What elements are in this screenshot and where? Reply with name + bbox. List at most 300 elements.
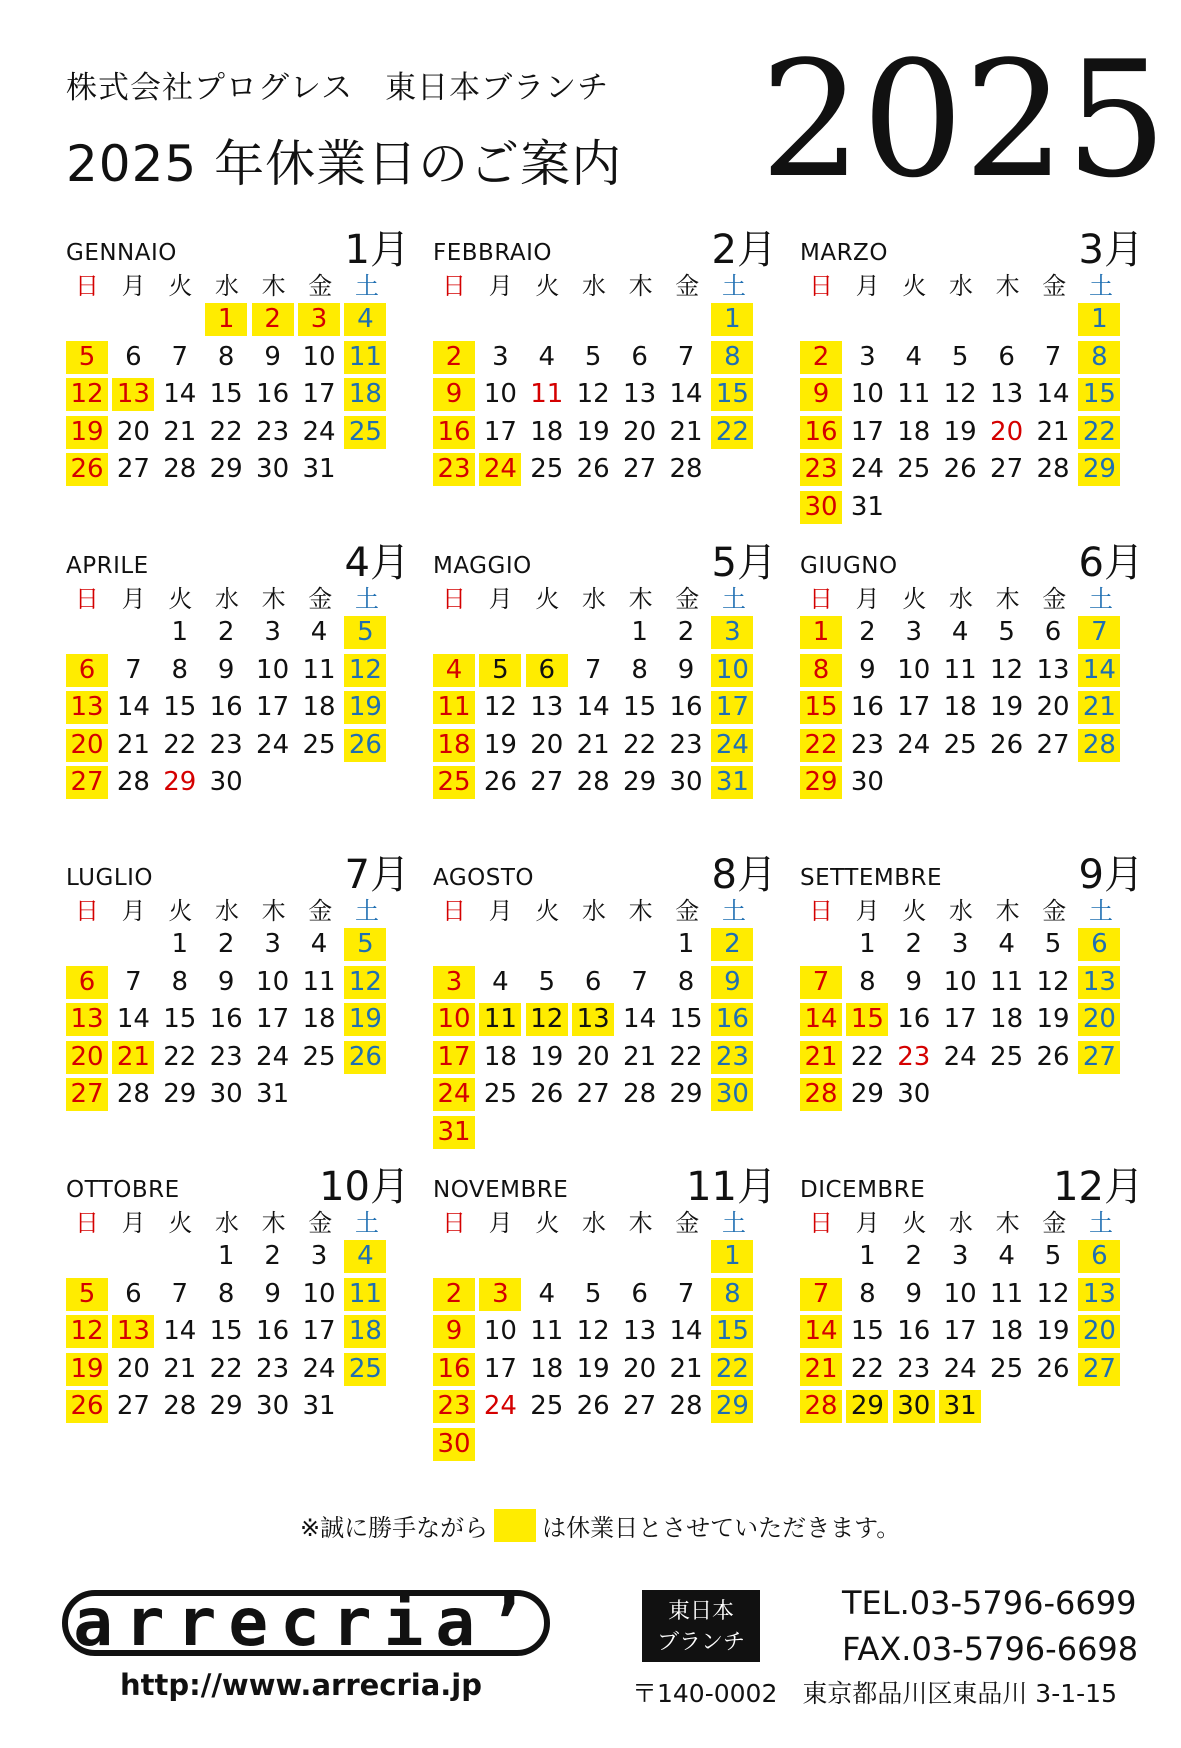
telephone: TEL.03-5796-6699 xyxy=(842,1584,1137,1622)
day-cell: 31 xyxy=(939,1390,981,1423)
day-cell: 25 xyxy=(897,454,931,484)
day-cell: 29 xyxy=(163,767,197,797)
month-name-italian: LUGLIO xyxy=(66,865,154,891)
day-cell: 28 xyxy=(669,1391,703,1421)
day-cell: 18 xyxy=(483,1041,517,1072)
day-cell: 2 xyxy=(677,617,695,647)
weekday-label: 木 xyxy=(995,1209,1020,1237)
day-cell: 15 xyxy=(209,1316,243,1346)
day-cell: 25 xyxy=(302,729,336,760)
day-cell: 27 xyxy=(1036,729,1070,760)
day-cell: 6 xyxy=(1044,617,1062,647)
weekday-label: 月 xyxy=(855,272,880,300)
day-cell: 12 xyxy=(344,654,386,687)
day-cell: 4 xyxy=(905,341,923,372)
day-cell: 26 xyxy=(1036,1353,1070,1384)
month-name-japanese: 3月 xyxy=(1078,227,1144,273)
day-cell: 6 xyxy=(631,341,648,372)
day-cell: 20 xyxy=(1078,1003,1120,1036)
day-cell: 3 xyxy=(951,1241,969,1271)
weekday-label: 日 xyxy=(809,897,833,925)
day-cell: 20 xyxy=(1036,692,1070,722)
day-cell: 2 xyxy=(433,1278,475,1311)
day-cell: 17 xyxy=(256,1004,290,1034)
day-cell: 11 xyxy=(302,966,336,997)
weekday-label: 木 xyxy=(995,897,1020,925)
day-cell: 15 xyxy=(163,1004,197,1034)
day-cell: 7 xyxy=(171,1278,189,1309)
day-cell: 24 xyxy=(711,729,753,762)
day-cell: 16 xyxy=(256,1316,290,1346)
day-cell: 7 xyxy=(677,341,695,372)
day-cell: 11 xyxy=(479,1003,521,1036)
day-cell: 5 xyxy=(344,928,386,961)
weekday-label: 土 xyxy=(1088,1209,1113,1237)
month-block xyxy=(66,218,410,518)
month-name-italian: SETTEMBRE xyxy=(800,865,942,891)
day-cell: 1 xyxy=(800,616,842,649)
big-year: 2025 xyxy=(760,26,1168,213)
day-cell: 25 xyxy=(943,729,977,760)
day-cell: 19 xyxy=(530,1041,564,1072)
day-cell: 1 xyxy=(859,929,876,959)
day-cell: 25 xyxy=(344,416,386,449)
day-cell: 26 xyxy=(576,1391,610,1421)
day-cell: 17 xyxy=(302,1316,336,1346)
day-cell: 11 xyxy=(344,1278,386,1311)
day-cell: 20 xyxy=(116,1353,150,1384)
day-cell: 30 xyxy=(669,767,703,797)
day-cell: 21 xyxy=(800,1041,842,1074)
day-cell: 7 xyxy=(584,654,602,685)
day-cell: 13 xyxy=(112,1315,154,1348)
day-cell: 18 xyxy=(943,692,977,722)
weekday-label: 月 xyxy=(121,897,146,925)
day-cell: 6 xyxy=(125,341,142,372)
weekday-label: 日 xyxy=(442,272,466,300)
day-cell: 30 xyxy=(800,491,842,524)
day-cell: 25 xyxy=(483,1079,517,1109)
day-cell: 4 xyxy=(310,929,328,959)
day-cell: 13 xyxy=(572,1003,614,1036)
day-cell: 26 xyxy=(530,1079,564,1109)
day-cell: 23 xyxy=(897,1353,931,1384)
day-cell: 16 xyxy=(256,379,290,409)
day-cell: 10 xyxy=(850,379,884,409)
day-cell: 1 xyxy=(217,1241,235,1271)
weekday-label: 火 xyxy=(902,1209,927,1237)
day-cell: 10 xyxy=(711,654,753,687)
weekday-header xyxy=(433,579,755,614)
day-cell: 13 xyxy=(1078,966,1120,999)
day-cell: 12 xyxy=(1036,966,1070,997)
month-name-japanese: 7月 xyxy=(344,852,410,898)
day-cell: 6 xyxy=(584,966,602,997)
day-cell: 13 xyxy=(1036,654,1070,685)
day-cell: 14 xyxy=(116,1004,150,1034)
day-cell: 3 xyxy=(905,617,923,647)
day-cell: 20 xyxy=(66,1041,108,1074)
day-cell: 24 xyxy=(479,453,521,486)
day-cell: 30 xyxy=(433,1428,475,1461)
day-cell: 4 xyxy=(344,303,386,336)
weekday-label: 水 xyxy=(948,585,973,613)
day-cell: 29 xyxy=(163,1079,197,1109)
day-cell: 23 xyxy=(850,729,884,760)
day-cell: 29 xyxy=(850,1079,884,1109)
weekday-label: 火 xyxy=(535,897,560,925)
note-text-after: は休業日とさせていただきます。 xyxy=(542,1514,901,1542)
day-cell: 20 xyxy=(990,416,1024,447)
day-cell: 14 xyxy=(1078,654,1120,687)
day-cell: 11 xyxy=(897,379,931,409)
day-cell: 26 xyxy=(344,729,386,762)
weekday-label: 月 xyxy=(121,272,146,300)
day-cell: 31 xyxy=(302,454,336,484)
day-cell: 12 xyxy=(66,1315,108,1348)
day-cell: 5 xyxy=(584,341,602,372)
day-cell: 23 xyxy=(209,729,243,760)
day-cell: 14 xyxy=(669,379,703,409)
weekday-header xyxy=(800,579,1122,614)
day-cell: 11 xyxy=(530,1316,564,1346)
weekday-label: 月 xyxy=(855,585,880,613)
weekday-label: 水 xyxy=(581,585,606,613)
weekday-label: 木 xyxy=(628,272,653,300)
day-cell: 13 xyxy=(623,1316,657,1346)
day-cell: 12 xyxy=(344,966,386,999)
month-name-italian: AGOSTO xyxy=(433,865,535,891)
month-name-japanese: 9月 xyxy=(1078,852,1144,898)
day-cell: 20 xyxy=(66,729,108,762)
day-cell: 12 xyxy=(576,1316,610,1346)
day-cell: 16 xyxy=(209,692,243,722)
month-name-italian: FEBBRAIO xyxy=(433,240,552,266)
day-cell: 11 xyxy=(530,379,564,409)
day-grid xyxy=(800,1240,1130,1470)
weekday-label: 土 xyxy=(354,272,379,300)
weekday-label: 火 xyxy=(168,1209,193,1237)
day-cell: 11 xyxy=(433,691,475,724)
day-cell: 22 xyxy=(623,729,657,760)
day-cell: 11 xyxy=(943,654,977,685)
day-cell: 22 xyxy=(209,416,243,447)
weekday-label: 水 xyxy=(948,1209,973,1237)
day-cell: 18 xyxy=(530,1353,564,1384)
day-cell: 6 xyxy=(66,654,108,687)
day-cell: 5 xyxy=(66,341,108,374)
day-cell: 26 xyxy=(66,453,108,486)
day-cell: 19 xyxy=(576,416,610,447)
weekday-label: 月 xyxy=(488,897,513,925)
day-cell: 31 xyxy=(850,491,884,522)
day-cell: 12 xyxy=(66,378,108,411)
day-cell: 18 xyxy=(990,1316,1024,1346)
day-cell: 19 xyxy=(483,729,517,760)
day-cell: 13 xyxy=(990,379,1024,409)
day-cell: 10 xyxy=(483,379,517,409)
day-cell: 1 xyxy=(205,303,247,336)
day-cell: 22 xyxy=(850,1353,884,1384)
day-cell: 18 xyxy=(344,1315,386,1348)
day-cell: 24 xyxy=(433,1078,475,1111)
day-cell: 27 xyxy=(530,767,564,797)
day-cell: 19 xyxy=(344,691,386,724)
day-cell: 20 xyxy=(530,729,564,760)
day-cell: 3 xyxy=(264,929,281,959)
day-cell: 21 xyxy=(1078,691,1120,724)
day-cell: 28 xyxy=(800,1078,842,1111)
weekday-label: 木 xyxy=(628,585,653,613)
day-cell: 5 xyxy=(66,1278,108,1311)
day-cell: 24 xyxy=(943,1041,977,1072)
weekday-label: 金 xyxy=(1042,1209,1067,1237)
website-url[interactable]: http://www.arrecria.jp xyxy=(120,1668,483,1702)
day-cell: 12 xyxy=(943,379,977,409)
address: 〒140-0002 東京都品川区東品川 3-1-15 xyxy=(632,1679,1117,1708)
day-cell: 25 xyxy=(530,1391,564,1421)
day-cell: 29 xyxy=(1078,453,1120,486)
weekday-label: 金 xyxy=(675,585,700,613)
day-cell: 1 xyxy=(677,929,695,959)
day-cell: 2 xyxy=(859,617,876,647)
day-cell: 8 xyxy=(217,1278,235,1309)
day-cell: 21 xyxy=(116,729,150,760)
day-cell: 7 xyxy=(1044,341,1062,372)
day-cell: 3 xyxy=(310,1241,328,1271)
month-name-japanese: 12月 xyxy=(1053,1164,1144,1210)
day-cell: 12 xyxy=(1036,1278,1070,1309)
day-cell: 7 xyxy=(125,654,142,685)
day-cell: 20 xyxy=(623,1353,657,1384)
day-cell: 22 xyxy=(209,1353,243,1384)
day-cell: 10 xyxy=(897,654,931,685)
day-cell: 15 xyxy=(800,691,842,724)
weekday-label: 火 xyxy=(535,272,560,300)
weekday-label: 日 xyxy=(75,585,99,613)
weekday-label: 火 xyxy=(535,585,560,613)
day-cell: 4 xyxy=(538,341,556,372)
day-cell: 16 xyxy=(433,1353,475,1386)
day-cell: 2 xyxy=(217,617,235,647)
day-cell: 5 xyxy=(538,966,556,997)
day-cell: 4 xyxy=(310,617,328,647)
month-name-italian: DICEMBRE xyxy=(800,1177,926,1203)
weekday-label: 水 xyxy=(214,1209,239,1237)
weekday-label: 日 xyxy=(442,1209,466,1237)
day-cell: 27 xyxy=(1078,1353,1120,1386)
holiday-note xyxy=(300,1508,900,1543)
month-name-italian: MARZO xyxy=(800,240,888,266)
weekday-label: 金 xyxy=(308,897,333,925)
day-cell: 24 xyxy=(302,416,336,447)
day-cell: 16 xyxy=(850,692,884,722)
day-cell: 22 xyxy=(800,729,842,762)
day-cell: 28 xyxy=(116,767,150,797)
day-cell: 9 xyxy=(217,966,235,997)
day-cell: 22 xyxy=(163,729,197,760)
day-cell: 3 xyxy=(859,341,876,372)
weekday-label: 木 xyxy=(628,897,653,925)
weekday-label: 土 xyxy=(354,1209,379,1237)
weekday-label: 日 xyxy=(809,272,833,300)
day-cell: 2 xyxy=(800,341,842,374)
day-cell: 29 xyxy=(711,1390,753,1423)
day-cell: 31 xyxy=(711,766,753,799)
weekday-label: 月 xyxy=(855,1209,880,1237)
day-cell: 5 xyxy=(584,1278,602,1309)
day-cell: 14 xyxy=(1036,379,1070,409)
weekday-label: 水 xyxy=(214,585,239,613)
day-cell: 17 xyxy=(943,1004,977,1034)
weekday-label: 土 xyxy=(1088,272,1113,300)
month-block xyxy=(433,843,777,1147)
day-cell: 24 xyxy=(256,1041,290,1072)
weekday-label: 日 xyxy=(75,272,99,300)
weekday-label: 土 xyxy=(1088,897,1113,925)
day-cell: 28 xyxy=(623,1079,657,1109)
day-cell: 18 xyxy=(433,729,475,762)
day-cell: 12 xyxy=(483,692,517,722)
day-cell: 27 xyxy=(1078,1041,1120,1074)
weekday-header xyxy=(66,266,388,301)
day-cell: 10 xyxy=(256,966,290,997)
weekday-label: 金 xyxy=(308,1209,333,1237)
arrecria-logo xyxy=(62,1584,550,1661)
day-grid xyxy=(66,1240,396,1470)
day-cell: 24 xyxy=(897,729,931,760)
day-cell: 7 xyxy=(800,966,842,999)
day-grid xyxy=(433,303,763,533)
day-cell: 2 xyxy=(217,929,235,959)
day-cell: 5 xyxy=(998,617,1015,647)
month-name-italian: MAGGIO xyxy=(433,553,532,579)
day-grid xyxy=(800,303,1130,533)
month-name-japanese: 6月 xyxy=(1078,540,1144,586)
weekday-label: 月 xyxy=(488,585,513,613)
day-cell: 20 xyxy=(576,1041,610,1072)
day-cell: 15 xyxy=(711,378,753,411)
day-cell: 11 xyxy=(990,966,1024,997)
day-cell: 22 xyxy=(711,416,753,449)
weekday-label: 月 xyxy=(488,1209,513,1237)
day-cell: 10 xyxy=(302,1278,336,1309)
day-cell: 23 xyxy=(433,1390,475,1423)
day-cell: 8 xyxy=(859,966,876,997)
day-cell: 29 xyxy=(669,1079,703,1109)
month-name-italian: GENNAIO xyxy=(66,240,177,266)
day-cell: 2 xyxy=(264,1241,281,1271)
day-cell: 17 xyxy=(433,1041,475,1074)
day-cell: 9 xyxy=(677,654,695,685)
day-cell: 15 xyxy=(669,1004,703,1034)
day-cell: 8 xyxy=(171,654,189,685)
day-cell: 24 xyxy=(850,454,884,484)
weekday-label: 金 xyxy=(308,272,333,300)
day-cell: 8 xyxy=(859,1278,876,1309)
weekday-label: 火 xyxy=(168,585,193,613)
day-grid xyxy=(433,1240,763,1470)
weekday-label: 木 xyxy=(261,897,286,925)
day-cell: 16 xyxy=(897,1004,931,1034)
day-cell: 19 xyxy=(344,1003,386,1036)
day-cell: 23 xyxy=(711,1041,753,1074)
month-name-japanese: 5月 xyxy=(711,540,777,586)
day-cell: 25 xyxy=(302,1041,336,1072)
day-cell: 4 xyxy=(492,966,509,997)
month-name-italian: GIUGNO xyxy=(800,553,898,579)
weekday-label: 水 xyxy=(214,897,239,925)
month-name-japanese: 8月 xyxy=(711,852,777,898)
day-cell: 8 xyxy=(711,341,753,374)
weekday-label: 金 xyxy=(1042,585,1067,613)
weekday-header xyxy=(800,891,1122,926)
weekday-header xyxy=(433,891,755,926)
day-cell: 3 xyxy=(951,929,969,959)
day-cell: 1 xyxy=(171,617,189,647)
day-cell: 31 xyxy=(302,1391,336,1421)
day-cell: 14 xyxy=(163,1316,197,1346)
day-cell: 26 xyxy=(66,1390,108,1423)
day-cell: 25 xyxy=(530,454,564,484)
day-cell: 21 xyxy=(163,1353,197,1384)
month-block xyxy=(433,531,777,831)
day-cell: 29 xyxy=(846,1390,888,1423)
day-cell: 28 xyxy=(669,454,703,484)
day-cell: 19 xyxy=(576,1353,610,1384)
day-cell: 19 xyxy=(66,1353,108,1386)
day-cell: 18 xyxy=(302,692,336,722)
day-cell: 28 xyxy=(1036,454,1070,484)
day-cell: 28 xyxy=(163,1391,197,1421)
weekday-label: 木 xyxy=(995,272,1020,300)
day-cell: 16 xyxy=(711,1003,753,1036)
day-grid xyxy=(433,616,763,846)
day-cell: 17 xyxy=(302,379,336,409)
day-cell: 30 xyxy=(897,1079,931,1109)
day-cell: 6 xyxy=(526,654,568,687)
month-name-italian: NOVEMBRE xyxy=(433,1177,569,1203)
day-cell: 13 xyxy=(66,1003,108,1036)
weekday-label: 土 xyxy=(721,585,746,613)
day-cell: 19 xyxy=(1036,1316,1070,1346)
day-cell: 15 xyxy=(846,1003,888,1036)
day-cell: 26 xyxy=(1036,1041,1070,1072)
day-cell: 23 xyxy=(256,416,290,447)
weekday-label: 日 xyxy=(75,1209,99,1237)
day-cell: 5 xyxy=(344,616,386,649)
month-block xyxy=(800,531,1144,831)
weekday-label: 土 xyxy=(1088,585,1113,613)
weekday-header xyxy=(433,1203,755,1238)
day-cell: 19 xyxy=(1036,1004,1070,1034)
month-block xyxy=(800,1155,1144,1455)
day-cell: 9 xyxy=(217,654,235,685)
day-cell: 7 xyxy=(800,1278,842,1311)
day-cell: 30 xyxy=(209,1079,243,1109)
day-cell: 3 xyxy=(264,617,281,647)
day-cell: 27 xyxy=(623,454,657,484)
day-cell: 18 xyxy=(530,416,564,447)
day-cell: 3 xyxy=(492,341,509,372)
day-cell: 29 xyxy=(800,766,842,799)
weekday-header xyxy=(800,266,1122,301)
day-cell: 23 xyxy=(209,1041,243,1072)
day-cell: 15 xyxy=(623,692,657,722)
day-cell: 10 xyxy=(943,966,977,997)
day-cell: 4 xyxy=(998,929,1015,959)
day-cell: 18 xyxy=(344,378,386,411)
